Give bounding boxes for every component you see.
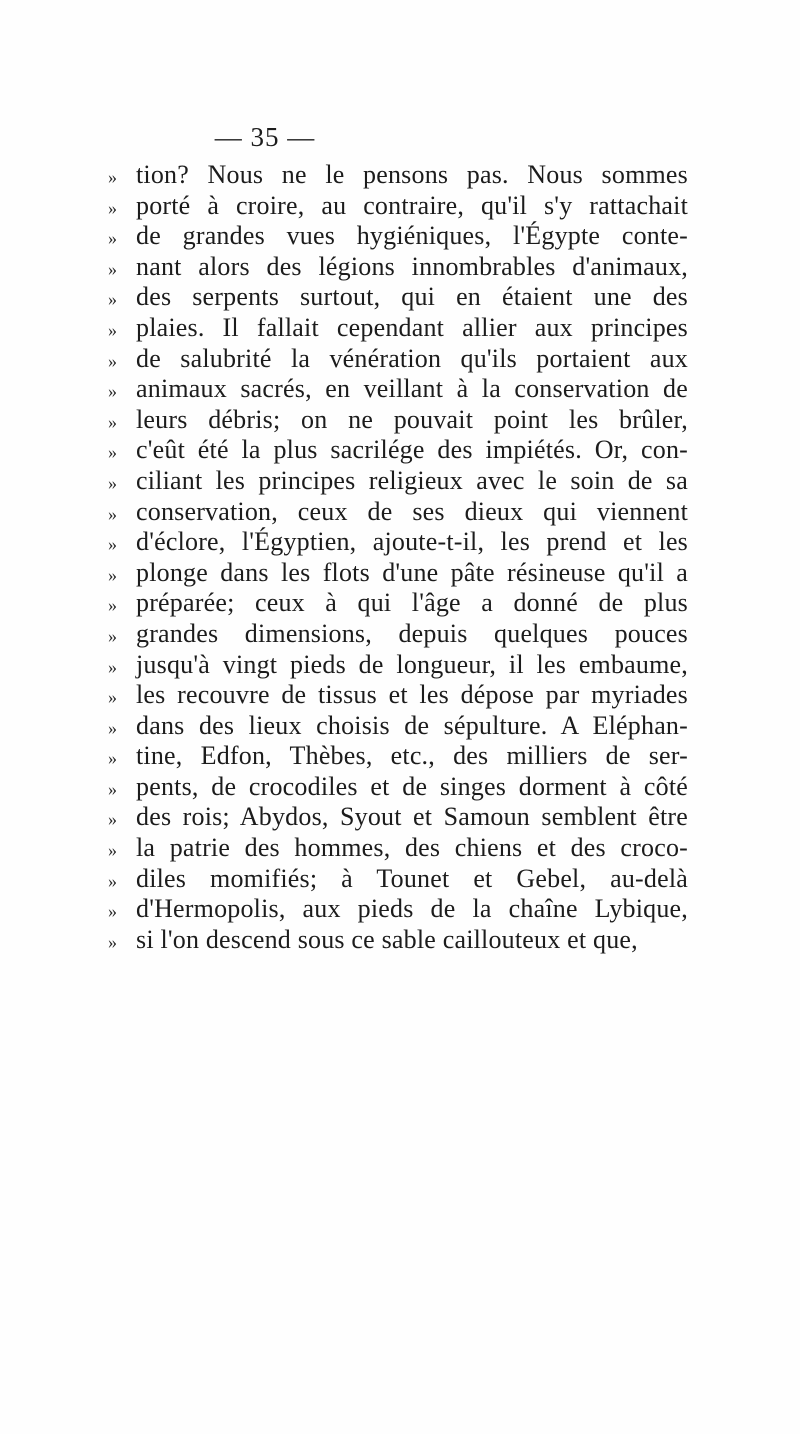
line-text: de salubrité la vénération qu'ils portaient aux xyxy=(136,343,688,373)
line-text: des rois; Abydos, Syout et Samoun semblent être xyxy=(136,802,688,832)
line-text: dans des lieux choisis de sépulture. A Eléphan- xyxy=(136,710,688,740)
text-line xyxy=(108,772,688,803)
text-line xyxy=(108,741,688,772)
line-text: leurs débris; on ne pouvait point les brûler, xyxy=(136,404,688,434)
line-text: les recouvre de tissus et les dépose par myriades xyxy=(136,680,688,710)
quotation-mark: » xyxy=(108,564,117,585)
quotation-mark: » xyxy=(108,350,117,371)
text-line xyxy=(108,405,688,436)
text-line xyxy=(108,252,688,283)
text-line xyxy=(108,680,688,711)
text-line xyxy=(108,650,688,681)
line-text: nant alors des légions innombrables d'animaux, xyxy=(136,251,688,281)
line-text: d'Hermopolis, aux pieds de la chaîne Lybique, xyxy=(136,894,688,924)
quotation-mark: » xyxy=(108,228,117,249)
text-line xyxy=(108,435,688,466)
text-line xyxy=(108,344,688,375)
quotation-mark: » xyxy=(108,748,117,769)
quotation-mark: » xyxy=(108,167,117,187)
quotation-mark: » xyxy=(108,381,117,402)
line-text: de grandes vues hygiéniques, l'Égypte conte- xyxy=(136,221,688,251)
line-text: grandes dimensions, depuis quelques pouces xyxy=(136,618,688,648)
line-text: jusqu'à vingt pieds de longueur, il les embaume, xyxy=(136,649,688,679)
quotation-mark: » xyxy=(108,625,117,646)
line-text: des serpents surtout, qui en étaient une des xyxy=(136,282,688,312)
line-text: pents, de crocodiles et de singes dorment à côté xyxy=(136,771,688,801)
text-line xyxy=(108,527,688,558)
line-text: tine, Edfon, Thèbes, etc., des milliers de ser- xyxy=(136,741,688,771)
quotation-mark: » xyxy=(108,258,117,279)
quotation-mark: » xyxy=(108,809,117,830)
text-line xyxy=(108,282,688,313)
line-text: préparée; ceux à qui l'âge a donné de plus xyxy=(136,588,688,618)
text-line xyxy=(108,313,688,344)
page-number: — 35 — xyxy=(214,122,316,152)
quotation-mark: » xyxy=(108,778,117,799)
text-line xyxy=(108,711,688,742)
quotation-mark: » xyxy=(108,687,117,708)
line-text: porté à croire, au contraire, qu'il s'y rattachait xyxy=(136,190,688,220)
text-line xyxy=(108,588,688,619)
quotation-mark: » xyxy=(108,717,117,738)
line-text: la patrie des hommes, des chiens et des croco- xyxy=(136,833,688,863)
line-text: si l'on descend sous ce sable caillouteux et que, xyxy=(136,924,638,954)
text-line xyxy=(108,374,688,405)
quotation-mark: » xyxy=(108,840,117,861)
quotation-mark: » xyxy=(108,595,117,616)
line-text: plonge dans les flots d'une pâte résineuse qu'il a xyxy=(136,557,688,587)
line-text: d'éclore, l'Égyptien, ajoute-t-il, les prend et les xyxy=(136,527,688,557)
text-line xyxy=(108,466,688,497)
quotation-mark: » xyxy=(108,442,117,463)
quotation-mark: » xyxy=(108,289,117,310)
quotation-mark: » xyxy=(108,931,117,952)
text-line xyxy=(108,558,688,589)
quotation-mark: » xyxy=(108,197,117,218)
quotation-mark: » xyxy=(108,656,117,677)
text-line xyxy=(108,221,688,252)
text-line xyxy=(108,619,688,650)
quotation-mark: » xyxy=(108,319,117,340)
text-line xyxy=(108,894,688,925)
text-line xyxy=(108,191,688,222)
line-text: plaies. Il fallait cependant allier aux principes xyxy=(136,312,688,342)
quotation-mark: » xyxy=(108,901,117,922)
quotation-mark: » xyxy=(108,534,117,555)
line-text: animaux sacrés, en veillant à la conservation de xyxy=(136,374,688,404)
quotation-mark: » xyxy=(108,411,117,432)
line-text: tion? Nous ne le pensons pas. Nous sommes xyxy=(136,160,688,189)
text-line xyxy=(108,833,688,864)
body-text xyxy=(108,160,688,955)
text-line xyxy=(108,160,688,191)
quotation-mark: » xyxy=(108,472,117,493)
line-text: diles momifiés; à Tounet et Gebel, au-delà xyxy=(136,863,688,893)
quotation-mark: » xyxy=(108,870,117,891)
text-line xyxy=(108,802,688,833)
line-text: c'eût été la plus sacrilége des impiétés. Or, con- xyxy=(136,435,688,465)
text-line xyxy=(108,497,688,528)
line-text: ciliant les principes religieux avec le soin de sa xyxy=(136,465,688,495)
quotation-mark: » xyxy=(108,503,117,524)
text-line xyxy=(108,925,688,956)
text-line xyxy=(108,864,688,895)
line-text: conservation, ceux de ses dieux qui viennent xyxy=(136,496,688,526)
